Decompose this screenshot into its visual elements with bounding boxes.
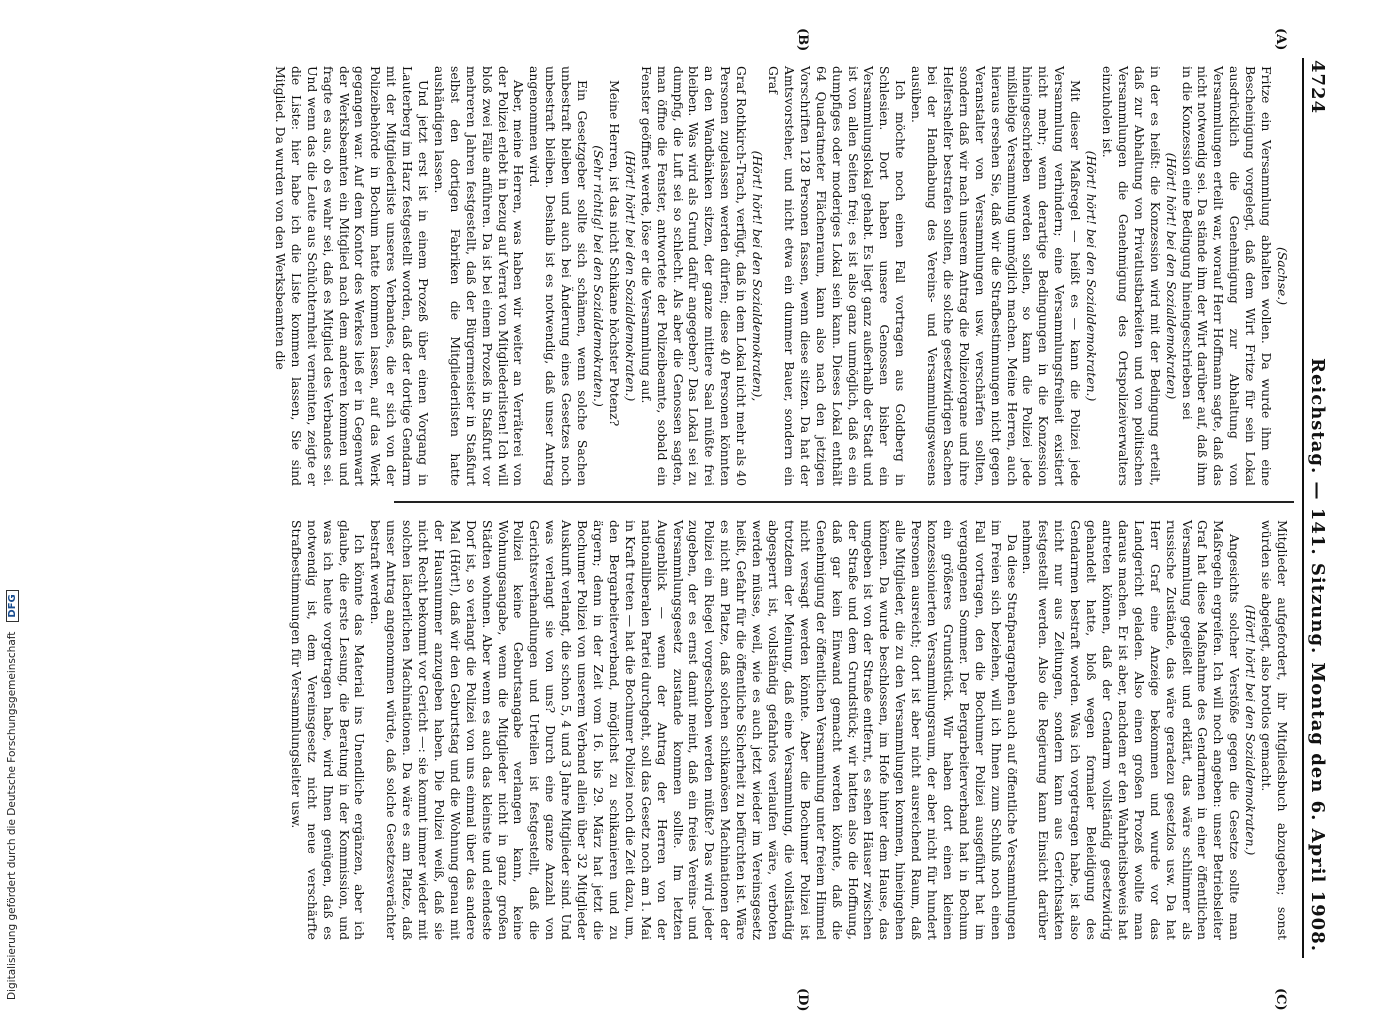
interjection: (Hört! hört! bei den Sozialdemokraten.) [1084, 150, 1100, 402]
paragraph: Graf Rothkirch-Trach, verfügt, daß in dem Lokal nicht mehr als 40 Personen zugelassen werden dürfen; diese 40 Personen könnten an den Wandbänken sitzen, der ganze mittlere Saal müßte frei bleiben. Was wird als Grund dafür angegeben? Das Lokal sei zu dumpfig, die Luft sei so schlecht. Als aber die Genossen sagten, man öffne die Fenster, antwortete der Polizeibeamte, sobald ein Fenster geöffnet werde, löse er die Versammlung auf. [638, 66, 750, 486]
page-content [270, 28, 1330, 1012]
session-title: Reichstag. — 141. Sitzung. [1307, 358, 1328, 655]
right-column [288, 520, 1290, 940]
paragraph: Ich möchte noch einen Fall vortragen aus Goldberg in Schlesien. Dort haben unsere Genossen bisher ein Versammlungslokal gehabt. Es liegt ganz außerhalb der Stadt und ist von allen Seiten frei; es ist also ganz unmöglich, daß es ein dumpfiges oder moderiges Lokal sein kann. Dieses Lokal enthält 64 Quadratmeter Flächenraum, kann also nach den jetzigen Vorschriften 128 Personen fassen, wenn diese sitzen. Da hat der Amtsvorsteher, und nicht etwa ein dummer Bauer, sondern ein Graf [766, 66, 909, 486]
dfg-logo [6, 590, 19, 621]
paragraph: in der es heißt: die Konzession wird mit der Bedingung erteilt, daß zur Abhaltung von Privatlustbarkeiten und von politischen Versammlungen die Genehmigung des Ortspolizeiverwalters einzuholen ist. [1100, 66, 1163, 486]
margin-letter-b: (B) [795, 28, 810, 52]
paragraph: Ich könnte das Material ins Unendliche ergänzen, aber ich glaube, die erste Lesung, die Beratung in der Kommission, und was ich heute vorgetragen habe, wird Ihnen genügen, daß es notwendig ist, dem Vereinsgesetz nicht neue verschärfte Strafbestimmungen für Versammlungsleiter usw. [288, 520, 368, 940]
interjection: (Sehr richtig! bei den Sozialdemokraten.) [591, 145, 607, 407]
paragraph: Angesichts solcher Verstöße gegen die Gesetze sollte man Maßregeln ergreifen. Ich will noch angeben: unser Betriebsleiter Graf hat diese Maßnahme des Gendarmen in einer öffentlichen Versammlung gegeißelt und erklärt, das wäre schlimmer als russische Zustände, das wäre geradezu gesetzlos usw. Da hat Herr Graf eine Anzeige bekommen und wurde vor das Landgericht geladen. Also einen großen Prozeß wollte man daraus machen. Er ist aber, nachdem er den Wahrheitsbeweis hat antreten können, daß der Gendarm vollständig gesetzwidrig gehandelt hatte, bloß wegen formaler Beleidigung des Gendarmen bestraft worden. Was ich vorgetragen habe, ist also nicht nur aus Zeitungen, sondern kann aus Gerichtsakten festgestellt werden. Also die Regierung kann Einsicht darüber nehmen. [1020, 520, 1243, 940]
session-date: Montag den 6. April 1908. [1307, 662, 1328, 952]
paragraph: Und jetzt erst ist in einem Prozeß über einen Vorgang in Lauterberg im Harz festgestellt worden, daß der dortige Gendarm mit der Mitgliederliste unseres Verbandes, die er sich von der Polizeibehörde in Bochum hatte kommen lassen, auf das Werk gegangen war. Auf dem Kontor des Werkes ließ er in Gegenwart der Werksbeamten ein Mitglied nach dem anderen kommen und fragte es aus, ob es wahr sei, daß es Mitglied des Verbandes sei. Und wenn das die Leute aus Schüchternheit verneinten, zeigte er die Liste: hier habe ich die Liste kommen lassen, Sie sind Mitglied. Da wurden von den Werksbeamten die [272, 66, 432, 486]
page-header [1302, 58, 1330, 958]
interjection: (Hört! hört! bei den Sozialdemokraten) [1163, 152, 1179, 400]
paragraph: Aber, meine Herren, was haben wir weiter an Verräterei von der Polizei erlebt in bezug auf Verrat von Mitgliederlisten! Ich will bloß zwei Fälle anführen. Da ist bei einem Prozeß in Staßfurt vor mehreren Jahren festgestellt, daß der Bürgermeister in Staßfurt selbst den dortigen Fabriken die Mitgliederlisten hatte aushändigen lassen. [431, 66, 527, 486]
speaker-name: (Sachse.) [1275, 246, 1290, 306]
digitization-credit [4, 0, 20, 1000]
paragraph: Fritze ein Versammlung abhalten wollen. Da wurde ihm eine Bescheinigung vorgelegt, daß dem Wirt Fritze für sein Lokal ausdrücklich die Genehmigung zur Abhaltung von Versammlungen erteilt war, worauf Herr Hoffmann sagte, daß das nicht notwendig sei. Da stände ihm der Wirt darüber auf, daß ihm in die Konzession eine Bedingung hineingeschrieben sei [1179, 66, 1275, 486]
paragraph: Da diese Strafparagraphen auch auf öffentliche Versammlungen im Freien sich beziehen, will ich Ihnen zum Schluß noch einen Fall vortragen, den die Bochumer Polizei ausgeführt hat im vergangenen Sommer. Der Bergarbeiterverband hat in Bochum ein größeres Grundstück. Wir haben dort einen kleinen konzessionierten Versammlungsraum, der aber nicht für hundert Personen ausreicht; dort ist aber nicht ausreichend Raum, daß alle Mitglieder, die zu den Versammlungen kommen, hineingehen können. Da wurde beschlossen, im Hofe hinter dem Hause, das umgeben ist von der Straße entfernt, es sehen Häuser zwischen der Straße und dem Grundstück; wir hatten also die Hoffnung, daß gar kein Einwand gemacht werden könnte, daß die Genehmigung der öffentlichen Versammlung unter freiem Himmel nicht versagt werden könnte. Aber die Bochumer Polizei ist trotzdem der Meinung, daß eine Versammlung, die vollständig abgesperrt ist, vollständig gefahrlos verlaufen wäre, verboten werden müsse, weil, wie es auch jetzt wieder im Vereinsgesetz heißt, Gefahr für die öffentliche Sicherheit zu befürchten ist. Wäre es nicht am Platze, daß solchen schikanösen Machinationen der Polizei ein Riegel vorgeschoben werden müßte? Das wird jeder zugeben, der es ernst damit meint, daß ein freies Vereins- und Versammlungsgesetz zustande kommen sollte. Im letzten Augenblick — wenn der Antrag der Herren von der nationalliberalen Partei durchgeht, soll das Gesetz noch am 1. Mai in Kraft treten — hat die Bochumer Polizei noch die Zeit dazu, um, den Bergarbeiterverband, möglichst zu schikanieren und zu ärgern; denn in der Zeit vom 16. bis 29. März hat jetzt die Bochumer Polizei von unserem Verband allein über 32 Mitglieder Auskunft verlangt, die schon 5, 4 und 3 Jahre Mitglieder sind. Und was verlangt sie von uns? Durch eine ganze Anzahl von Gerichtsverhandlungen und Urteilen ist festgestellt, daß die Polizei keine Geburtsangabe verlangen kann, keine Wohnungsangabe, wenn die Mitglieder nicht in ganz großen Städten wohnen. Aber wenn es auch das kleinste und elendeste Dorf ist, so verlangt die Polizei von uns einmal über das andere Mal (Hört!), daß wir den Geburtstag und die Wohnung genau mit der Hausnummer anzugeben haben. Die Polizei weiß, daß sie nicht Recht bekommt vor Gericht —: sie kommt immer wieder mit solchen lächerlichen Machinationen. Da wäre es am Platze, daß unser Antrag angenommen würde, daß solche Gesetzesverächter bestraft werden. [368, 520, 1020, 940]
margin-letter-d: (D) [795, 988, 810, 1012]
interjection: (Hört! hört! bei den Sozialdemokraten), [750, 150, 766, 402]
paragraph: Meine Herren, ist das nicht Schikane höchster Potenz? [606, 80, 622, 427]
margin-letter-c: (C) [1273, 988, 1288, 1011]
rotated-newspaper-page [270, 28, 1330, 1012]
credit-text: Digitalisierung gefördert durch die Deutsche Forschungsgemeinschaft [6, 631, 18, 1000]
page-number: 4724 [1307, 60, 1328, 115]
interjection: (Hört! hört! bei den Sozialdemokraten.) [622, 150, 638, 402]
column-divider [394, 501, 1294, 503]
dfg-logo-text: DFG [6, 594, 18, 618]
left-column [272, 66, 1290, 486]
paragraph: Ein Gesetzgeber sollte sich schämen, wenn solche Sachen unbestraft bleiben und auch bei Änderung eines Gesetzes noch unbestraft bleiben. Deshalb ist es notwendig, daß unser Antrag angenommen wird. [527, 66, 591, 486]
paragraph: Mit dieser Maßregel — heißt es — kann die Polizei jede Versammlung verhindern; eine Versammlungsfreiheit existiert nicht mehr; wenn derartige Bedingungen in die Konzession hineingeschrieben werden sollen, so kann die Polizei jede mißliebige Versammlung unmöglich machen. Meine Herren, auch hieraus ersehen Sie, daß wir die Strafbestimmungen nicht gegen Veranstalter von Versammlungen usw. verschärfen sollten, sondern daß wir nach unserem Antrag die Polizeiorgane und ihre Helfershelfer bestrafen sollten, die solche gesetzwidrigen Sachen bei der Handhabung des Vereins- und Versammlungswesens ausüben. [909, 66, 1084, 486]
paragraph: Mitglieder aufgefordert, ihr Mitgliedsbuch abzugeben; sonst würden sie abgelegt, also brotlos gemacht. [1259, 520, 1290, 940]
interjection: (Hört! hört! bei den Sozialdemokraten.) [1243, 604, 1259, 856]
margin-letter-a: (A) [1273, 28, 1288, 51]
